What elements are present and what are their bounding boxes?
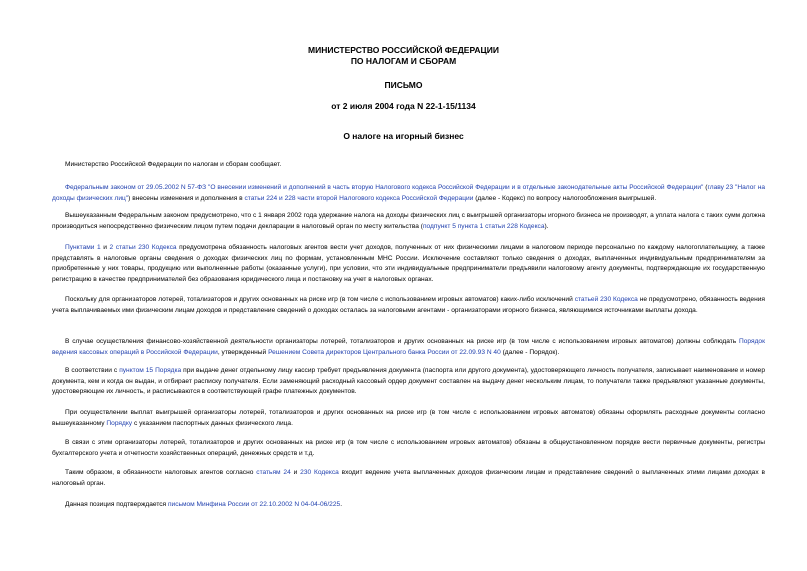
paragraph-8 bbox=[52, 408, 765, 429]
link-subpoint-5-article-228[interactable]: подпункт 5 пункта 1 статьи 228 Кодекса bbox=[422, 222, 545, 230]
ministry-title-line-1: МИНИСТЕРСТВО РОССИЙСКОЙ ФЕДЕРАЦИИ bbox=[308, 45, 499, 55]
paragraph-11 bbox=[52, 500, 765, 511]
paragraph-text: предусмотрена обязанность налоговых агентов вести учет доходов, полученных от них физическими лицами в налоговом периоде персонально по каждому налогоплательщику, а также представлять в налоговые органы сведения о доходах физических лиц по формам, установленным МНС России. Исключение составляют только сведения о доходах, выплаченных индивидуальным предпринимателям за приобретенные у них товары, продукцию или выполненные работы (оказанные услуги), при условии, что эти индивидуальные предприниматели предъявили налоговому агенту документы, подтверждающие их государственную регистрацию в качестве предпринимателей без образования юридического лица и постановку на учет в налоговых органах. bbox=[52, 244, 765, 283]
paragraph-text: При осуществлении выплат выигрышей организаторы лотерей, тотализаторов и других основанных на риске игр (в том числе с использованием игровых автоматов) обязаны оформлять расходные документы согласно вышеуказанному bbox=[52, 409, 765, 427]
link-cash-operations-order[interactable]: Порядок ведения кассовых операций в Российской Федерации bbox=[52, 338, 765, 356]
link-chapter-23[interactable]: главу 23 "Налог на доходы физических лиц" bbox=[52, 184, 766, 202]
paragraph-5 bbox=[52, 295, 765, 316]
paragraph-4 bbox=[52, 243, 765, 285]
paragraph-10 bbox=[52, 468, 765, 489]
paragraph-text: В случае осуществления финансово-хозяйственной деятельности организаторы лотерей, тотализаторов и других основанных на риске игр (в том числе с использованием игровых автоматов) должны соблюдать bbox=[65, 338, 740, 345]
paragraph-text: (далее - Кодекс) по вопросу налогообложения выигрышей. bbox=[473, 194, 657, 202]
paragraph-6 bbox=[52, 337, 765, 358]
document-subject: О налоге на игорный бизнес bbox=[343, 131, 464, 141]
paragraph-7 bbox=[52, 366, 765, 398]
paragraph-text: ) внесены изменения и дополнения в bbox=[128, 194, 245, 202]
paragraph-text: при выдаче денег отдельному лицу кассир требует предъявления документа (паспорта или другого документа), удостоверяющего личность получателя, записывает наименование и номер документа, кем и когда он выдан, и отбирает расписку получателя. Если заменяющий расходный кассовый ордер документ составлен на выдачу денег нескольким лицам, то получатели также предъявляют указанные документы, удостоверяющие их личность, и расписываются в соответствующей графе платежных документов. bbox=[52, 367, 765, 396]
ministry-title-line-2: ПО НАЛОГАМ И СБОРАМ bbox=[350, 56, 457, 66]
paragraph-3 bbox=[52, 211, 765, 232]
paragraph-text: не предусмотрено, обязанность ведения учета выплачиваемых ими физическим лицам доходов и представление сведений о доходах осталась за налоговыми агентами - организаторами игорного бизнеса, являющимися источниками выплаты дохода. bbox=[52, 296, 765, 314]
link-article-230[interactable]: статьей 230 Кодекса bbox=[574, 296, 638, 303]
document-date-number: от 2 июля 2004 года N 22-1-15/1134 bbox=[331, 101, 476, 111]
paragraph-text: Поскольку для организаторов лотерей, тотализаторов и других основанных на риске игр (в том числе с использованием игровых автоматов) каких-либо исключений bbox=[65, 296, 575, 303]
link-point-15-order[interactable]: пунктом 15 Порядка bbox=[119, 367, 182, 374]
paragraph-text: с указанием паспортных данных физического лица. bbox=[132, 419, 293, 427]
link-minfin-letter[interactable]: письмом Минфина России от 22.10.2002 N 04-04-06/225 bbox=[167, 501, 341, 508]
link-central-bank-decision[interactable]: Решением Совета директоров Центрального банка России от 22.09.93 N 40 bbox=[268, 348, 501, 356]
paragraph-text: ). bbox=[544, 222, 549, 230]
paragraph-text: Данная позиция подтверждается bbox=[65, 501, 168, 508]
paragraph-text: (далее - Порядок). bbox=[500, 348, 560, 356]
link-articles-224-228[interactable]: статьи 224 и 228 части второй Налогового кодекса Российской Федерации bbox=[244, 194, 474, 202]
link-order[interactable]: Порядку bbox=[106, 419, 133, 427]
paragraph-text: ( bbox=[703, 184, 708, 191]
paragraph-text: В связи с этим организаторы лотерей, тотализаторов и других основанных на риске игр (в том числе с использованием игровых автоматов) обязаны в общеустановленном порядке вести первичные документы, регистры бухгалтерского учета и отчетности хозяйственных операций, денежных средств и т.д. bbox=[52, 439, 765, 457]
paragraph-9 bbox=[52, 438, 765, 459]
paragraph-text: , утвержденный bbox=[217, 348, 269, 356]
link-article-230-code[interactable]: 230 Кодекса bbox=[300, 469, 339, 476]
paragraph-text: Таким образом, в обязанности налоговых агентов согласно bbox=[65, 469, 257, 476]
paragraph-2 bbox=[52, 183, 765, 204]
link-federal-law-57fz[interactable]: Федеральным законом от 29.05.2002 N 57-ФЗ "О внесении изменений и дополнений в часть вторую Налогового кодекса Российской Федерации и в отдельные законодательные акты Российской Федерации" bbox=[65, 184, 704, 191]
paragraph-text: и bbox=[290, 469, 301, 476]
paragraph-text: В соответствии с bbox=[65, 367, 120, 374]
link-points-1[interactable]: Пунктами 1 bbox=[65, 244, 101, 251]
paragraph-text: . bbox=[340, 501, 343, 508]
paragraph-text: и bbox=[100, 244, 110, 251]
paragraph-1 bbox=[52, 160, 765, 171]
link-article-230-point-2[interactable]: 2 статьи 230 Кодекса bbox=[109, 244, 177, 251]
document-type: ПИСЬМО bbox=[384, 80, 423, 90]
paragraph-text: входит ведение учета выплаченных доходов физическим лицам и представление сведений о выплаченных этими лицами доходах в налоговый орган. bbox=[52, 469, 765, 487]
paragraph-text: Вышеуказанным Федеральным законом предусмотрено, что с 1 января 2002 года удержание налога на доходы физических лиц с выигрышей организаторы игорного бизнеса не производят, а уплата налога с таких сумм должна производиться непосредственно физическим лицом путем подачи декларации в налоговый орган по месту жительства ( bbox=[52, 212, 765, 230]
paragraph-text: Министерство Российской Федерации по налогам и сборам сообщает. bbox=[65, 161, 282, 168]
link-article-24[interactable]: статьям 24 bbox=[256, 469, 291, 476]
